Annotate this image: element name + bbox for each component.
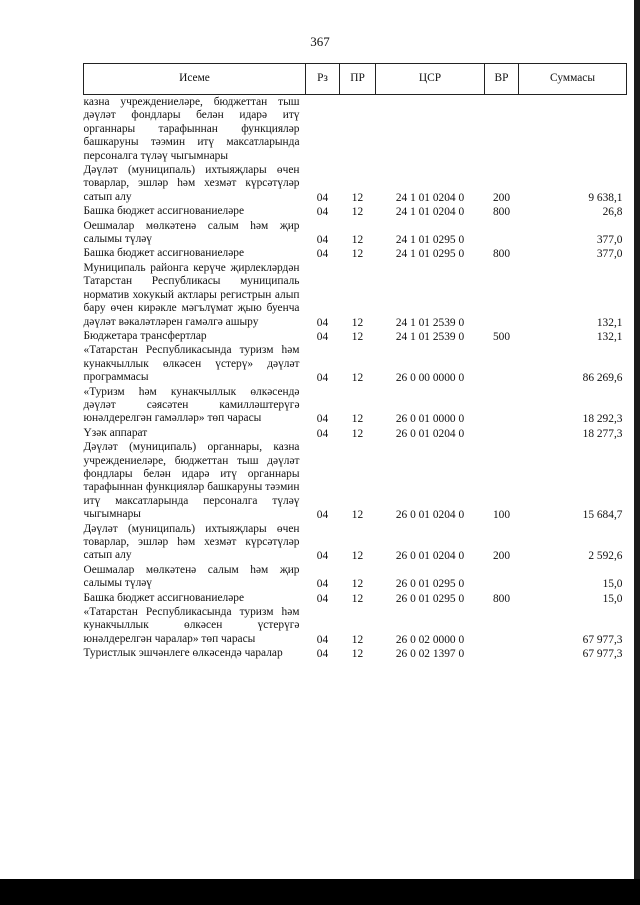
table-row [84, 592, 627, 606]
row-rz [306, 95, 340, 165]
row-name: Дәүләт (муниципаль) ихтыяҗлары өчен товарлар, эшләр һәм хезмәт күрсәтүләр сатып алу [83, 522, 300, 562]
row-vr [485, 220, 519, 248]
row-vr [485, 386, 519, 427]
row-pr: 12 [351, 509, 364, 522]
row-csr: 24 1 01 0295 0 [395, 234, 465, 247]
row-csr: 26 0 02 1397 0 [395, 648, 465, 661]
row-vr [485, 262, 519, 330]
header-csr: ЦСР [376, 64, 485, 95]
row-pr: 12 [351, 234, 364, 247]
row-csr: 26 0 00 0000 0 [395, 372, 465, 385]
row-sum: 67 977,3 [582, 633, 623, 646]
row-csr: 24 1 01 2539 0 [395, 330, 465, 343]
row-rz: 04 [316, 372, 329, 385]
row-pr: 12 [351, 248, 364, 261]
row-sum: 2 592,6 [588, 550, 623, 563]
row-csr: 24 1 01 2539 0 [395, 316, 465, 329]
table-body [84, 95, 627, 662]
row-rz: 04 [316, 234, 329, 247]
row-vr: 200 [492, 550, 511, 563]
row-pr: 12 [351, 648, 364, 661]
table-row [84, 427, 627, 441]
row-vr [485, 427, 519, 441]
table-row [84, 330, 627, 344]
row-name: Оешмалар мөлкәтенә салым һәм җир салымы түләү [83, 563, 300, 590]
row-pr: 12 [351, 578, 364, 591]
row-rz: 04 [316, 648, 329, 661]
row-sum: 67 977,3 [582, 648, 623, 661]
row-csr: 26 0 01 0204 0 [395, 427, 465, 440]
row-sum: 377,0 [596, 234, 623, 247]
page-number: 367 [310, 34, 330, 49]
header-name: Исеме [84, 64, 306, 95]
header-pr: ПР [340, 64, 376, 95]
row-pr: 12 [351, 330, 364, 343]
row-pr: 12 [351, 413, 364, 426]
row-vr: 800 [492, 592, 511, 605]
table-row [84, 205, 627, 219]
row-name: Башка бюджет ассигнованиеләре [83, 247, 245, 260]
row-rz: 04 [316, 316, 329, 329]
row-rz: 04 [316, 191, 329, 204]
row-name: «Татарстан Республикасында туризм һәм кунакчыллык өлкәсен үстерүгә юнәлдерелгән чаралар» төп чарасы [83, 606, 300, 645]
table-row [84, 164, 627, 205]
table-row [84, 95, 627, 165]
row-vr: 500 [492, 330, 511, 343]
row-csr: 26 0 01 0000 0 [395, 413, 465, 426]
row-pr: 12 [351, 191, 364, 204]
row-vr: 100 [492, 509, 511, 522]
row-sum: 86 269,6 [582, 372, 623, 385]
row-sum: 15,0 [602, 578, 623, 591]
row-rz: 04 [316, 413, 329, 426]
row-rz: 04 [316, 509, 329, 522]
row-name: Муниципаль районга керүче җирлекләрдән Татарстан Республикасы муниципаль норматив хокукый актлары регистрын алып бару өчен кирәкле мәгълүмат җыю буенча дәүләт вәкаләтләрен гамәлгә ашыру [83, 261, 300, 328]
table-row [84, 344, 627, 385]
row-vr: 800 [492, 206, 511, 219]
row-name: Туристлык эшчәнлеге өлкәсендә чаралар [83, 647, 283, 660]
row-pr: 12 [351, 427, 364, 440]
row-name: Дәүләт (муниципаль) органнары, казна учреждениеләре, бюджеттан тыш дәүләт фондлары белән идарә итү органнары тарафыннан функцияләр башкаруны тәэмин итү максатларында персоналга түләү чыгымнары [83, 441, 300, 521]
header-vr: ВР [485, 64, 519, 95]
row-pr: 12 [351, 633, 364, 646]
row-csr: 26 0 01 0204 0 [395, 550, 465, 563]
row-vr: 200 [492, 191, 511, 204]
table-row [84, 564, 627, 592]
table-row [84, 220, 627, 248]
row-sum: 26,8 [602, 206, 623, 219]
table-row [84, 523, 627, 564]
table-row [84, 647, 627, 661]
row-pr: 12 [351, 592, 364, 605]
row-sum: 15,0 [602, 592, 623, 605]
row-rz: 04 [316, 592, 329, 605]
table-row [84, 441, 627, 522]
row-name: Башка бюджет ассигнованиеләре [83, 205, 245, 218]
table-row [84, 262, 627, 330]
table-row [84, 386, 627, 427]
row-rz: 04 [316, 330, 329, 343]
row-name: «Туризм һәм кунакчыллык өлкәсендә дәүләт сәясәтен камилләштерүгә юнәлдерелгән гамәлләр» төп чарасы [83, 385, 300, 425]
row-csr: 26 0 01 0295 0 [395, 592, 465, 605]
scan-bottom-bar [0, 879, 640, 905]
row-rz: 04 [316, 633, 329, 646]
row-sum [519, 95, 627, 165]
row-name: Үзәк аппарат [83, 426, 148, 439]
row-name: Башка бюджет ассигнованиеләре [83, 591, 245, 604]
row-sum: 132,1 [596, 330, 623, 343]
table-row [84, 247, 627, 261]
row-csr: 26 0 01 0204 0 [395, 509, 465, 522]
table-header [84, 64, 627, 95]
row-vr [485, 647, 519, 661]
row-csr: 24 1 01 0204 0 [395, 191, 465, 204]
scan-edge-shadow [634, 0, 640, 905]
row-vr [485, 606, 519, 647]
budget-table [83, 63, 627, 662]
row-vr [485, 564, 519, 592]
row-name: Бюджетара трансфертлар [83, 329, 207, 342]
header-rz: Рз [306, 64, 340, 95]
table-row [84, 606, 627, 647]
row-csr: 26 0 01 0295 0 [395, 578, 465, 591]
row-pr [340, 95, 376, 165]
header-sum: Суммасы [519, 64, 627, 95]
row-name: Оешмалар мөлкәтенә салым һәм җир салымы түләү [83, 219, 300, 246]
row-pr: 12 [351, 372, 364, 385]
row-csr: 24 1 01 0204 0 [395, 206, 465, 219]
row-rz: 04 [316, 427, 329, 440]
row-name: «Татарстан Республикасында туризм һәм кунакчыллык өлкәсен үстерү» дәүләт программасы [83, 344, 300, 384]
row-pr: 12 [351, 550, 364, 563]
row-pr: 12 [351, 316, 364, 329]
row-vr: 800 [492, 248, 511, 261]
row-vr [485, 344, 519, 385]
row-name: казна учреждениеләре, бюджеттан тыш дәүләт фондлары белән идарә итү органнары тарафыннан функцияләр башкаруны тәэмин итү максатларында персоналга түләү чыгымнары [83, 96, 300, 162]
row-sum: 15 684,7 [582, 509, 623, 522]
row-csr: 26 0 02 0000 0 [395, 633, 465, 646]
row-vr [485, 95, 519, 165]
row-pr: 12 [351, 206, 364, 219]
row-sum: 18 292,3 [582, 413, 623, 426]
row-csr [376, 95, 485, 165]
row-rz: 04 [316, 206, 329, 219]
row-sum: 377,0 [596, 248, 623, 261]
row-name: Дәүләт (муниципаль) ихтыяҗлары өчен товарлар, эшләр һәм хезмәт күрсәтүләр сатып алу [83, 164, 300, 203]
row-sum: 9 638,1 [588, 191, 623, 204]
row-sum: 132,1 [596, 316, 623, 329]
row-rz: 04 [316, 578, 329, 591]
row-rz: 04 [316, 550, 329, 563]
row-sum: 18 277,3 [582, 427, 623, 440]
row-rz: 04 [316, 248, 329, 261]
row-csr: 24 1 01 0295 0 [395, 248, 465, 261]
